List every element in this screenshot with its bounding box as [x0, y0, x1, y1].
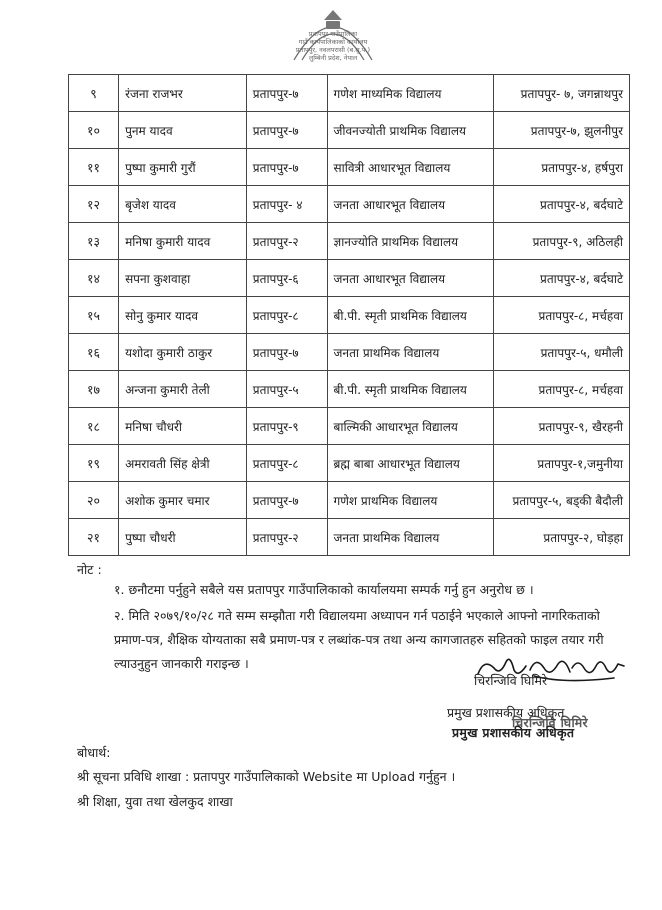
school-name: जनता प्राथमिक विद्यालय [327, 519, 494, 556]
candidate-name: सोनु कुमार यादव [119, 297, 247, 334]
school-name: बी.पी. स्मृती प्राथमिक विद्यालय [327, 297, 494, 334]
school-name: जनता प्राथमिक विद्यालय [327, 334, 494, 371]
serial-number: ९ [69, 75, 119, 112]
stamp-line-1: प्रतापपुर गाउँपालिका [308, 30, 358, 38]
office-stamp [288, 2, 378, 64]
candidate-address: प्रतापपुर- ४ [246, 186, 327, 223]
candidate-name: अशोक कुमार चमार [119, 482, 247, 519]
table-row [69, 260, 630, 297]
candidate-name: पुष्पा चौधरी [119, 519, 247, 556]
table-row [69, 297, 630, 334]
school-location: प्रतापपुर-७, झुलनीपुर [494, 112, 630, 149]
stamp-line-2: गाउँ कार्यपालिकाको कार्यालय [298, 38, 368, 46]
candidate-address: प्रतापपुर-७ [246, 75, 327, 112]
signatory-name: चिरन्जिवि घिमिरे [474, 673, 548, 688]
candidate-name: मनिषा कुमारी यादव [119, 223, 247, 260]
candidate-name: पुनम यादव [119, 112, 247, 149]
school-location: प्रतापपुर-२, घोड़हा [494, 519, 630, 556]
table-row [69, 112, 630, 149]
cc-item-1: श्री सूचना प्रविधि शाखा : प्रतापपुर गाउँपालिकाको Website मा Upload गर्नुहुन । [77, 769, 456, 784]
candidate-name: सपना कुशवाहा [119, 260, 247, 297]
table-row [69, 149, 630, 186]
candidate-address: प्रतापपुर-८ [246, 445, 327, 482]
candidate-address: प्रतापपुर-७ [246, 482, 327, 519]
school-location: प्रतापपुर-४, बर्दघाटे [494, 260, 630, 297]
stamp-line-4: लुम्बिनी प्रदेश, नेपाल [308, 54, 358, 62]
signatory-seal [452, 715, 588, 741]
school-name: जनता आधारभूत विद्यालय [327, 186, 494, 223]
school-name: ज्ञानज्योति प्राथमिक विद्यालय [327, 223, 494, 260]
candidate-address: प्रतापपुर-५ [246, 371, 327, 408]
serial-number: १५ [69, 297, 119, 334]
candidate-address: प्रतापपुर-२ [246, 519, 327, 556]
school-location: प्रतापपुर-४, बर्दघाटे [494, 186, 630, 223]
seal-name: चिरन्जिवि घिमिरे [512, 715, 588, 730]
table-row [69, 334, 630, 371]
school-name: जनता आधारभूत विद्यालय [327, 260, 494, 297]
table-row [69, 223, 630, 260]
school-location: प्रतापपुर-९, खैरहनी [494, 408, 630, 445]
seal-title: प्रमुख प्रशासकीय अधिकृत [452, 725, 575, 740]
school-location: प्रतापपुर-८, मर्चहवा [494, 371, 630, 408]
serial-number: १२ [69, 186, 119, 223]
table-row [69, 445, 630, 482]
school-location: प्रतापपुर-५, धमौली [494, 334, 630, 371]
serial-number: १३ [69, 223, 119, 260]
school-location: प्रतापपुर-४, हर्षपुरा [494, 149, 630, 186]
candidate-address: प्रतापपुर-९ [246, 408, 327, 445]
candidate-address: प्रतापपुर-७ [246, 149, 327, 186]
school-name: बी.पी. स्मृती प्राथमिक विद्यालय [327, 371, 494, 408]
school-location: प्रतापपुर-१,जमुनीया [494, 445, 630, 482]
school-location: प्रतापपुर- ७, जगन्नाथपुर [494, 75, 630, 112]
candidate-name: यशोदा कुमारी ठाकुर [119, 334, 247, 371]
school-location: प्रतापपुर-५, बड्की बैदौली [494, 482, 630, 519]
serial-number: २० [69, 482, 119, 519]
cc-item-2: श्री शिक्षा, युवा तथा खेलकुद शाखा [77, 794, 233, 809]
candidate-address: प्रतापपुर-७ [246, 112, 327, 149]
selected-teachers-table [68, 74, 630, 556]
candidate-address: प्रतापपुर-७ [246, 334, 327, 371]
serial-number: १६ [69, 334, 119, 371]
notes-heading: नोट : [77, 562, 102, 577]
school-location: प्रतापपुर-९, अठिलही [494, 223, 630, 260]
serial-number: १४ [69, 260, 119, 297]
candidate-name: अन्जना कुमारी तेली [119, 371, 247, 408]
school-name: गणेश प्राथमिक विद्यालय [327, 482, 494, 519]
table-row [69, 186, 630, 223]
serial-number: १७ [69, 371, 119, 408]
school-name: जीवनज्योती प्राथमिक विद्यालय [327, 112, 494, 149]
serial-number: १८ [69, 408, 119, 445]
candidate-address: प्रतापपुर-८ [246, 297, 327, 334]
candidate-name: अमरावती सिंह क्षेत्री [119, 445, 247, 482]
serial-number: १९ [69, 445, 119, 482]
table-row [69, 519, 630, 556]
school-location: प्रतापपुर-८, मर्चहवा [494, 297, 630, 334]
serial-number: १० [69, 112, 119, 149]
candidate-name: रंजना राजभर [119, 75, 247, 112]
school-name: ब्रह्म बाबा आधारभूत विद्यालय [327, 445, 494, 482]
candidate-name: मनिषा चौधरी [119, 408, 247, 445]
school-name: सावित्री आधारभूत विद्यालय [327, 149, 494, 186]
candidate-address: प्रतापपुर-६ [246, 260, 327, 297]
school-name: गणेश माध्यमिक विद्यालय [327, 75, 494, 112]
candidate-name: बृजेश यादव [119, 186, 247, 223]
signatory-title: प्रमुख प्रशासकीय अधिकृत [447, 705, 565, 720]
note-item-2: २. मिति २०७९/१०/२८ गते सम्म सम्झौता गरी विद्यालयमा अध्यापन गर्न पठाईने भएकाले आफ्नो नागरिकताको प्रमाण-पत्र, शैक्षिक योग्यताका सबै प्रमाण-पत्र र लब्धांक-पत्र तथा अन्य कागजातहरु सहितको फाइल तयार गरी ल्याउनुहुन जानकारी गराइन्छ । [114, 608, 604, 671]
table-row [69, 482, 630, 519]
table-row [69, 75, 630, 112]
table-row [69, 371, 630, 408]
table-row [69, 408, 630, 445]
candidate-name: पुष्पा कुमारी गुरौं [119, 149, 247, 186]
note-item-1: १. छनौटमा पर्नुहुने सबैले यस प्रतापपुर गाउँपालिकाको कार्यालयमा सम्पर्क गर्नु हुन अनुरोध छ । [114, 582, 534, 597]
cc-heading: बोधार्थ: [77, 745, 111, 760]
serial-number: २१ [69, 519, 119, 556]
stamp-line-3: प्रतापपुर, नवलपरासी (ब.सु.प.) [295, 46, 371, 54]
school-name: बाल्मिकी आधारभूत विद्यालय [327, 408, 494, 445]
serial-number: ११ [69, 149, 119, 186]
candidate-address: प्रतापपुर-२ [246, 223, 327, 260]
